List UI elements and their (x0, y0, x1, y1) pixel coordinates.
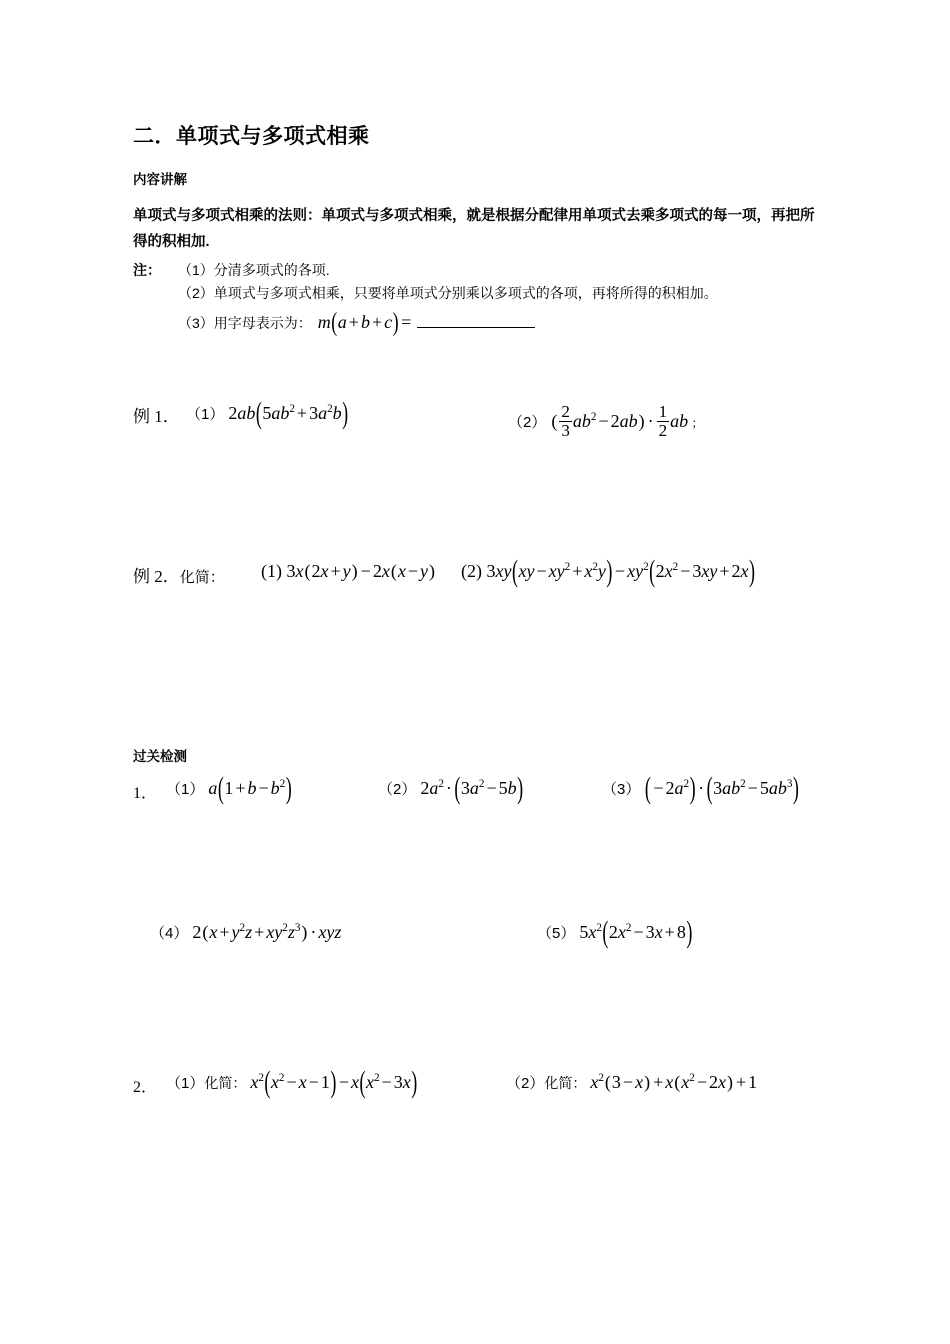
item-formula: $x^2(3 - x) + x(x^2 - 2x) + 1$ (590, 1072, 758, 1092)
item-marker: （3） (602, 781, 641, 798)
note-item-2 (178, 283, 718, 303)
note-marker: （3） (178, 315, 214, 331)
practice-1-label: 1． (133, 785, 158, 802)
practice-2-item-1 (166, 1064, 418, 1099)
rule-statement: 单项式与多项式相乘的法则：单项式与多项式相乘，就是根据分配律用单项式去乘多项式的每一项，再把所得的积相加. (133, 208, 815, 250)
practice-1-item-3 (602, 770, 799, 805)
note-text: 分清多项式的各项. (213, 262, 330, 278)
example-2-item-1 (261, 561, 436, 582)
item-marker: （2） (508, 414, 547, 432)
example-2-label-text: 例 2． (133, 567, 180, 586)
practice-1-item-4 (150, 922, 341, 943)
item-formula: $5x^2(2x^2 - 3x + 8)$ (579, 914, 693, 949)
item-formula: $x^2(x^2 - x - 1) - x(x^2 - 3x)$ (250, 1064, 418, 1099)
section-heading-practice: 过关检测 (133, 749, 187, 764)
item-marker: （2） (378, 781, 417, 798)
item-marker: （1） (166, 781, 205, 798)
item-marker: （2） (506, 1075, 545, 1092)
item-formula: $2a^2 \cdot (3a^2 - 5b)$ (420, 770, 524, 805)
item-formula: ( $\frac{2}{3}$ $ab^2 - 2ab$) · $\frac{1}{2}$ ab ； (551, 402, 704, 440)
section-heading-content: 内容讲解 (133, 172, 187, 187)
notes-label: 注： (133, 262, 161, 278)
practice-1-item-1 (166, 770, 292, 805)
example-2-item-2 (461, 553, 756, 588)
practice-1-item-5 (537, 914, 693, 949)
note-marker: （1） (178, 262, 214, 278)
note-marker: （2） (178, 285, 214, 301)
example-1-label: 例 1． (133, 407, 180, 426)
item-formula: $2(x + y^2z + xy^2z^3)$ · xyz (192, 922, 342, 942)
item-formula: $2ab(5ab^2 + 3a^2b)$ (228, 395, 349, 430)
note-text: 单项式与多项式相乘，只要将单项式分别乘以多项式的各项，再将所得的积相加。 (213, 285, 718, 301)
item-formula: $a(1 + b - b^2)$ (208, 770, 292, 805)
example-1-item-2 (508, 403, 704, 440)
example-2-prompt: 化简： (179, 569, 225, 586)
item-formula: (1) 3x(2x + y) − 2x(x − y) (261, 561, 435, 581)
item-prompt: 化简： (204, 1075, 247, 1091)
item-prompt: 化简： (544, 1075, 587, 1091)
note-item-1 (178, 260, 330, 280)
note-text: 用字母表示为： (213, 315, 312, 331)
item-formula: (2) $3xy(xy - xy^2 + x^2y) - xy^2(2x^2 - 3xy + 2x)$ (461, 553, 756, 588)
item-marker: （1） (166, 1075, 205, 1092)
example-1-item-1 (186, 395, 349, 430)
item-formula: ( − $2a^2) \cdot (3ab^2 - 5ab^3)$ (644, 770, 799, 805)
item-marker: （4） (150, 925, 189, 942)
page-title: 二．单项式与多项式相乘 (133, 125, 370, 148)
practice-2-item-2 (506, 1072, 757, 1093)
note-formula: m(a + b + c) = (317, 307, 412, 337)
note-item-3 (178, 307, 535, 337)
practice-1-item-2 (378, 770, 524, 805)
item-marker: （1） (186, 406, 225, 423)
item-marker: （5） (537, 925, 576, 942)
practice-2-label: 2． (133, 1079, 158, 1096)
answer-blank[interactable] (417, 313, 535, 328)
example-2-label (133, 562, 225, 587)
